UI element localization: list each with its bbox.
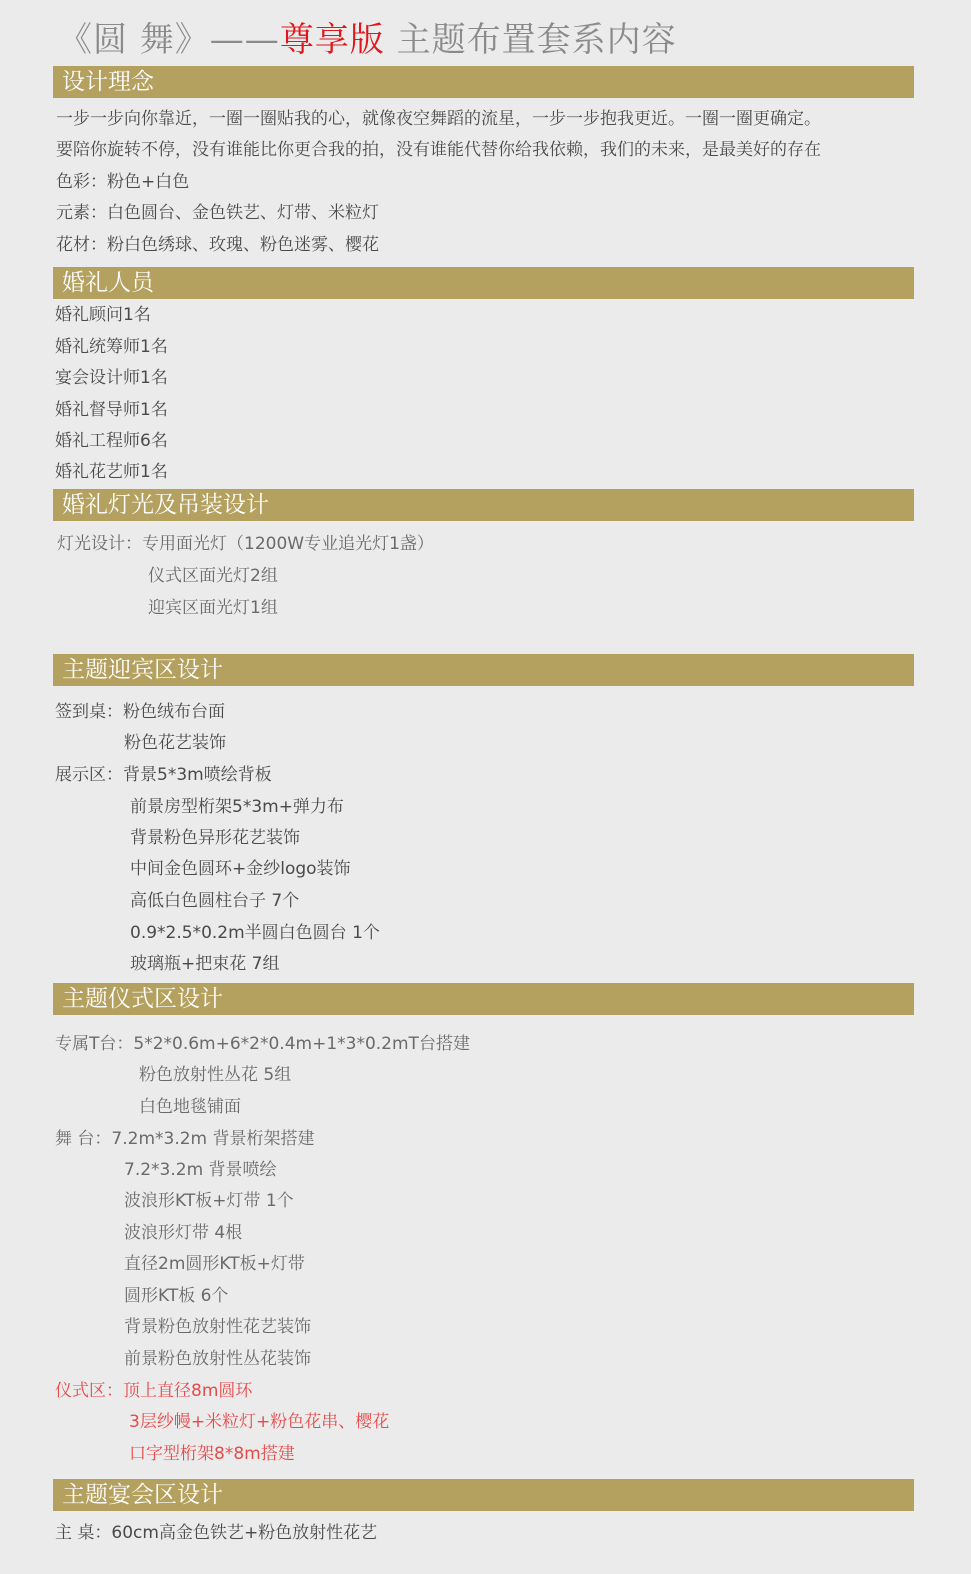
welcome-line: 背景粉色异形花艺装饰 (130, 828, 300, 848)
concept-line: 一步一步向你靠近，一圈一圈贴我的心，就像夜空舞蹈的流星，一步一步抱我更近。一圈一圈更确定。 (56, 109, 821, 129)
welcome-line: 签到桌：粉色绒布台面 (55, 702, 225, 722)
ceremony-line: 仪式区：顶上直径8m圆环 (55, 1381, 253, 1401)
title-suffix: 主题布置套系内容 (384, 20, 677, 60)
lighting-line: 迎宾区面光灯1组 (148, 598, 278, 618)
section-heading-welcome: 主题迎宾区设计 (53, 654, 914, 686)
ceremony-line: 7.2*3.2m 背景喷绘 (124, 1160, 277, 1180)
banquet-line: 主 桌：60cm高金色铁艺+粉色放射性花艺 (55, 1523, 378, 1543)
welcome-line: 0.9*2.5*0.2m半圆白色圆台 1个 (130, 923, 380, 943)
staff-line: 婚礼顾问1名 (55, 305, 151, 325)
ceremony-line: 直径2m圆形KT板+灯带 (124, 1254, 305, 1274)
welcome-line: 玻璃瓶+把束花 7组 (130, 954, 280, 974)
staff-line: 婚礼统筹师1名 (55, 337, 168, 357)
staff-line: 宴会设计师1名 (55, 368, 168, 388)
welcome-line: 高低白色圆柱台子 7个 (130, 891, 300, 911)
ceremony-line: 波浪形KT板+灯带 1个 (124, 1191, 294, 1211)
title-highlight: 尊享版 (279, 20, 385, 60)
ceremony-line: 3层纱幔+米粒灯+粉色花串、樱花 (129, 1412, 390, 1432)
concept-line: 花材：粉白色绣球、玫瑰、粉色迷雾、樱花 (56, 235, 379, 255)
welcome-line: 中间金色圆环+金纱logo装饰 (130, 859, 351, 879)
section-heading-staff: 婚礼人员 (53, 267, 914, 299)
ceremony-line: 背景粉色放射性花艺装饰 (124, 1317, 311, 1337)
staff-line: 婚礼花艺师1名 (55, 462, 168, 482)
staff-line: 婚礼工程师6名 (55, 431, 168, 451)
welcome-line: 前景房型桁架5*3m+弹力布 (130, 797, 344, 817)
lighting-line: 灯光设计：专用面光灯（1200W专业追光灯1盏） (57, 534, 434, 554)
ceremony-line: 口字型桁架8*8m搭建 (129, 1444, 295, 1464)
ceremony-line: 波浪形灯带 4根 (124, 1223, 243, 1243)
concept-line: 要陪你旋转不停，没有谁能比你更合我的拍，没有谁能代替你给我依赖，我们的未来，是最美好的存在 (56, 140, 821, 160)
page-title (58, 12, 677, 61)
concept-line: 元素：白色圆台、金色铁艺、灯带、米粒灯 (56, 203, 379, 223)
section-heading-ceremony: 主题仪式区设计 (53, 983, 914, 1015)
section-heading-lighting: 婚礼灯光及吊装设计 (53, 489, 914, 521)
staff-line: 婚礼督导师1名 (55, 400, 168, 420)
concept-line: 色彩：粉色+白色 (56, 172, 190, 192)
welcome-line: 展示区：背景5*3m喷绘背板 (55, 765, 272, 785)
ceremony-line: 舞 台：7.2m*3.2m 背景桁架搭建 (55, 1129, 315, 1149)
ceremony-line: 专属T台：5*2*0.6m+6*2*0.4m+1*3*0.2mT台搭建 (55, 1034, 470, 1054)
section-heading-banquet: 主题宴会区设计 (53, 1479, 914, 1511)
ceremony-line: 前景粉色放射性丛花装饰 (124, 1349, 311, 1369)
ceremony-line: 粉色放射性丛花 5组 (139, 1065, 292, 1085)
lighting-line: 仪式区面光灯2组 (148, 566, 278, 586)
title-prefix: 《圆 舞》—— (58, 20, 280, 60)
ceremony-line: 圆形KT板 6个 (124, 1286, 229, 1306)
section-heading-concept: 设计理念 (53, 66, 914, 98)
ceremony-line: 白色地毯铺面 (139, 1097, 241, 1117)
welcome-line: 粉色花艺装饰 (124, 733, 226, 753)
